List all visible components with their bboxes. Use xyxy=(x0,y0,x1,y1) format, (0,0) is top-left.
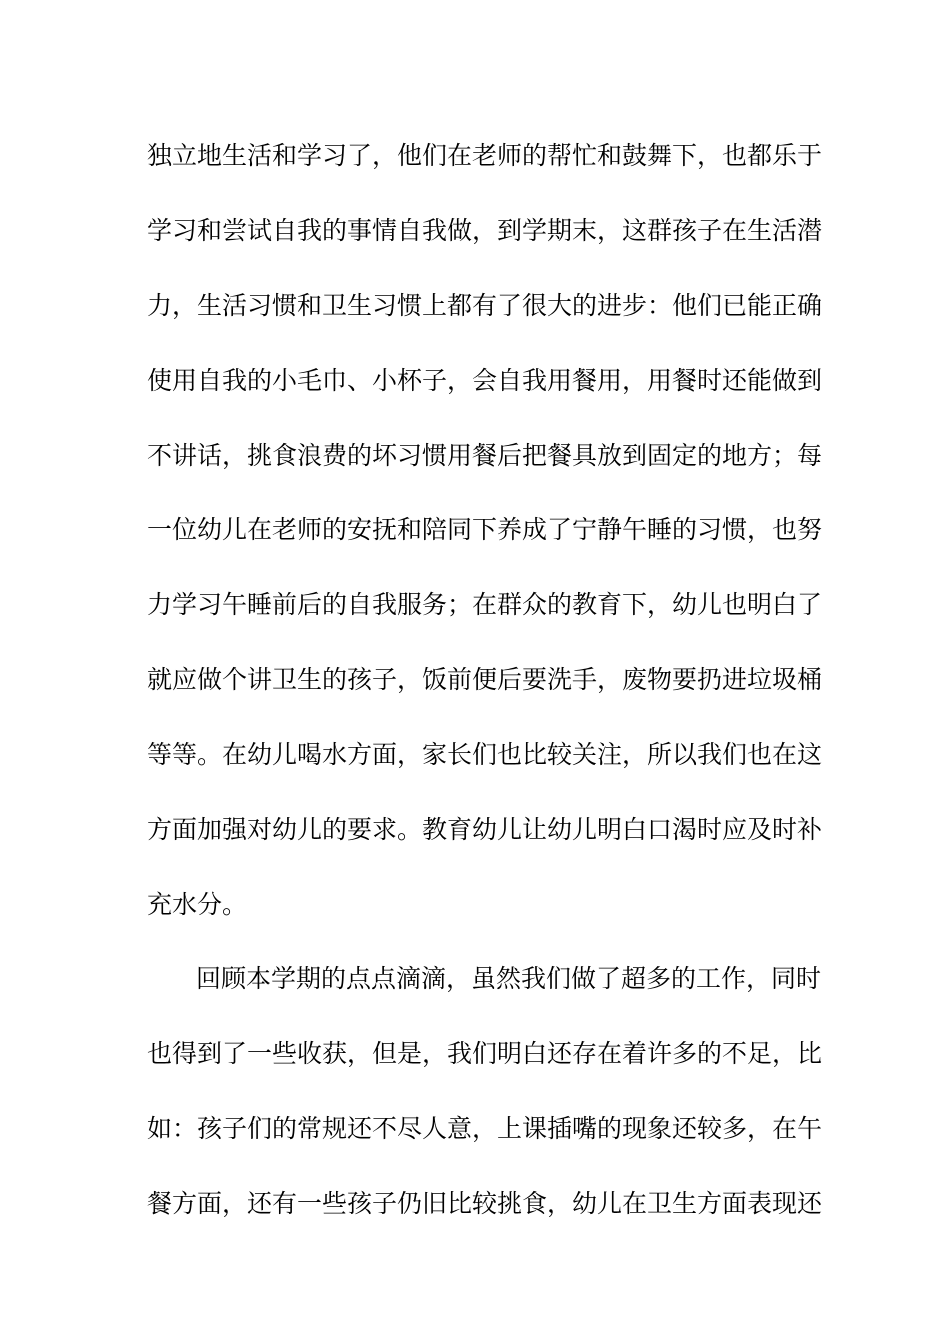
paragraph-line: 学习和尝试自我的事情自我做，到学期末，这群孩子在生活潜 xyxy=(147,216,823,245)
paragraph-line: 独立地生活和学习了，他们在老师的帮忙和鼓舞下，也都乐于 xyxy=(147,141,823,170)
paragraph-line: 不讲话，挑食浪费的坏习惯用餐后把餐具放到固定的地方；每 xyxy=(147,441,823,470)
paragraph-line: 也得到了一些收获，但是，我们明白还存在着许多的不足，比 xyxy=(147,1039,823,1068)
paragraph-line: 充水分。 xyxy=(147,890,248,919)
paragraph-line: 方面加强对幼儿的要求。教育幼儿让幼儿明白口渴时应及时补 xyxy=(147,815,823,844)
paragraph-line: 等等。在幼儿喝水方面，家长们也比较关注，所以我们也在这 xyxy=(147,740,823,769)
paragraph-line: 一位幼儿在老师的安抚和陪同下养成了宁静午睡的习惯，也努 xyxy=(147,515,823,544)
paragraph-line: 力，生活习惯和卫生习惯上都有了很大的进步：他们已能正确 xyxy=(147,291,823,320)
paragraph-line: 餐方面，还有一些孩子仍旧比较挑食，幼儿在卫生方面表现还 xyxy=(147,1189,823,1218)
paragraph-line: 就应做个讲卫生的孩子，饭前便后要洗手，废物要扔进垃圾桶 xyxy=(147,665,823,694)
paragraph-line: 使用自我的小毛巾、小杯子，会自我用餐用，用餐时还能做到 xyxy=(147,366,823,395)
paragraph-line: 力学习午睡前后的自我服务；在群众的教育下，幼儿也明白了 xyxy=(147,590,823,619)
paragraph-line: 回顾本学期的点点滴滴，虽然我们做了超多的工作，同时 xyxy=(196,964,822,993)
paragraph-line: 如：孩子们的常规还不尽人意，上课插嘴的现象还较多，在午 xyxy=(147,1114,823,1143)
